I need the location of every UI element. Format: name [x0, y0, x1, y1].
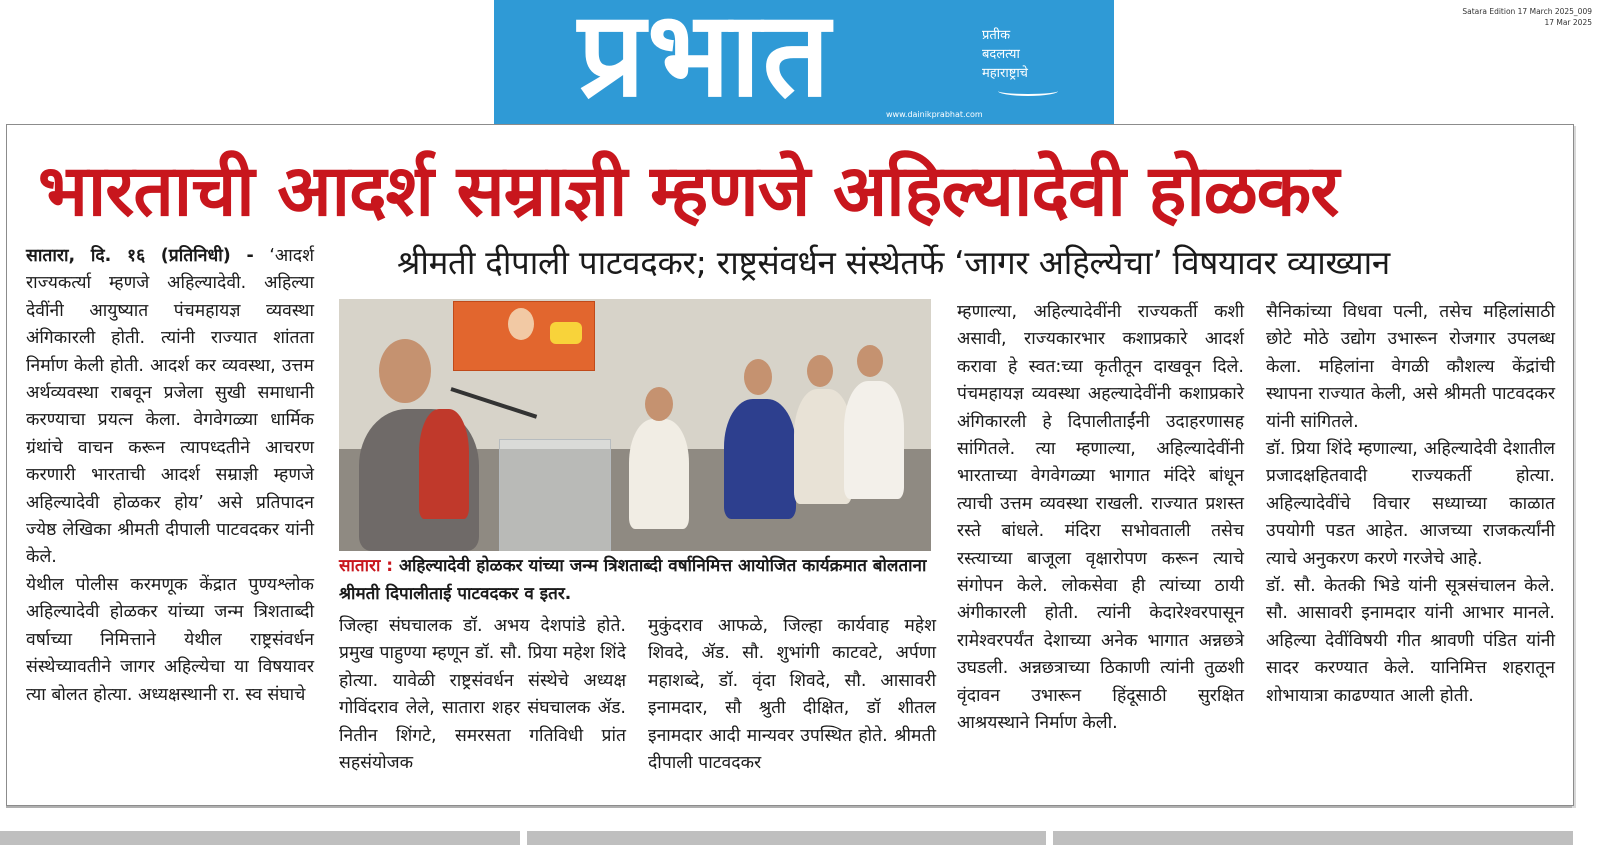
guest-head	[857, 345, 883, 377]
guest-figure	[844, 381, 904, 499]
article-headline: भारताची आदर्श सम्राज्ञी म्हणजे अहिल्यादेवी होळकर	[38, 149, 1339, 232]
tagline-swoosh-icon	[998, 86, 1058, 96]
banner-portrait-icon	[508, 308, 534, 340]
frame-shadow-line	[6, 806, 1572, 808]
newspaper-masthead	[494, 0, 1114, 125]
newspaper-logo-title: प्रभात	[578, 0, 832, 123]
next-article-strip	[0, 831, 520, 845]
guest-figure	[629, 419, 689, 529]
caption-place: सातारा :	[339, 556, 399, 576]
tagline-line: प्रतीक	[982, 28, 1011, 43]
article-dateline: सातारा, दि. १६ (प्रतिनिधी) -	[26, 246, 270, 266]
photo-caption	[339, 552, 931, 608]
photo-podium	[499, 439, 611, 551]
next-article-strip	[1053, 831, 1573, 845]
tagline-line: महाराष्ट्राचे	[982, 66, 1028, 81]
article-column-2: जिल्हा संघचालक डॉ. अभय देशपांडे होते. प्रमुख पाहुण्या म्हणून डॉ. सौ. प्रिया महेश शिंदे होत्या. यावेळी राष्ट्रसंवर्धन संस्थेचे अध्यक्ष गोविंदराव लेले, सातारा शहर संघचालक ॲड. नितीन शिंगटे, समरसता गतिविधी प्रांत सहसंयोजक	[339, 616, 626, 774]
article-subheadline: श्रीमती दीपाली पाटवदकर; राष्ट्रसंवर्धन संस्थेतर्फे ‘जागर अहिल्येचा’ विषयावर व्याख्यान	[397, 243, 1390, 282]
guest-figure	[724, 399, 796, 519]
banner-badge-icon	[550, 322, 582, 344]
caption-text: अहिल्यादेवी होळकर यांच्या जन्म त्रिशताब्दी वर्षानिमित्त आयोजित कार्यक्रमात बोलताना श्रीमती दिपालीताई पाटवदकर व इतर.	[339, 556, 927, 604]
guest-head	[645, 387, 673, 421]
guest-head	[744, 359, 772, 395]
article-photo	[339, 299, 931, 551]
photo-event-banner	[453, 301, 595, 371]
next-article-strip	[527, 831, 1046, 845]
column-1-text: ‘आदर्श राज्यकर्त्या म्हणजे अहिल्यादेवी. अहिल्या देवींनी आयुष्यात पंचमहायज्ञ व्यवस्था अंगिकारली होती. त्यांनी राज्यात शांतता निर्माण केली होती. आदर्श कर व्यवस्था, उत्तम अर्थव्यवस्था राबवून प्रजेला सुखी समाधानी करण्याचा प्रयत्न केला. वेगवेगळ्या धार्मिक ग्रंथांचे वाचन करून त्यापध्दतीने आचरण करणारी भारताची आदर्श सम्राज्ञी म्हणजे अहिल्यादेवी होळकर होय’ असे प्रतिपादन ज्येष्ठ लेखिका श्रीमती दीपाली पाटवदकर यांनी केले. येथील पोलीस करमणूक केंद्रात पुण्यश्लोक अहिल्यादेवी होळकर यांच्या जन्म त्रिशताब्दी वर्षाच्या निमित्ताने येथील राष्ट्रसंवर्धन संस्थेच्यावतीने जागर अहिल्येचा या विषयावर त्या बोलत होत्या. अध्यक्षस्थानी रा. स्व संघाचे	[26, 246, 314, 705]
speaker-head	[379, 339, 431, 403]
article-column-4: म्हणाल्या, अहिल्यादेवींनी राज्यकर्ती कशी असावी, राज्यकारभार कशाप्रकारे आदर्श करावा हे स्वत:च्या कृतीतून दाखवून दिले. पंचमहायज्ञ व्यवस्था अहल्यादेवींनी कशाप्रकारे अंगिकारली हे दिपालीताईंनी उदाहरणासह सांगितले. त्या म्हणाल्या, अहिल्यादेवींनी भारताच्या वेगवेगळ्या भागात मंदिरे बांधून त्याची उत्तम व्यवस्था राखली. राज्यात प्रशस्त रस्ते बांधले. मंदिरा सभोवताली तसेच रस्त्याच्या बाजूला वृक्षारोपण करून त्याचे संगोपन केले. लोकसेवा ही त्यांच्या ठायी अंगीकारली होती. त्यांनी केदारेश्वरपासून रामेश्वरपर्यंत देशाच्या अनेक भागात अन्नछत्रे उघडली. अन्नछत्राच्या ठिकाणी त्यांनी तुळशी वृंदावन उभारून हिंदूसाठी सुरक्षित आश्रयस्थाने निर्माण केली.	[957, 302, 1244, 734]
tagline-line: बदलत्या	[982, 47, 1020, 62]
edition-name: Satara Edition 17 March 2025_009	[1462, 7, 1592, 16]
edition-date: 17 Mar 2025	[1544, 18, 1592, 27]
newspaper-url: www.dainikprabhat.com	[886, 110, 983, 119]
newspaper-tagline	[982, 26, 1092, 83]
article-column-1	[26, 243, 314, 709]
guest-head	[807, 355, 833, 387]
article-column-5: सैनिकांच्या विधवा पत्नी, तसेच महिलांसाठी छोटे मोठे उद्योग उभारून रोजगार उपलब्ध केला. महिलांना वेगळी कौशल्य केंद्रांची स्थापना राज्यात केली, असे श्रीमती पाटवदकर यांनी सांगितले. डॉ. प्रिया शिंदे म्हणाल्या, अहिल्यादेवी देशातील प्रजादक्षहितवादी राज्यकर्ती होत्या. अहिल्यादेवींचे विचार सध्याच्या काळात उपयोगी पडत आहेत. आजच्या राजकर्त्यांनी त्याचे अनुकरण करणे गरजेचे आहे. डॉ. सौ. केतकी भिडे यांनी सूत्रसंचालन केले. सौ. आसावरी इनामदार यांनी आभार मानले. अहिल्या देवींविषयी गीत श्रावणी पंडित यांनी सादर करण्यात केले. यानिमित्त शहरातून शोभायात्रा काढण्यात आली होती.	[1266, 302, 1555, 706]
speaker-scarf	[419, 409, 469, 519]
article-column-3: मुकुंदराव आफळे, जिल्हा कार्यवाह महेश शिवदे, ॲड. सौ. शुभांगी काटवटे, अर्पणा महाशब्दे, डॉ. वृंदा शिवदे, सौ. आसावरी इनामदार, सौ श्रुती दीक्षित, डॉ शीतल इनामदार आदी मान्यवर उपस्थित होते. श्रीमती दीपाली पाटवदकर	[648, 616, 936, 774]
edition-info	[1462, 6, 1592, 28]
